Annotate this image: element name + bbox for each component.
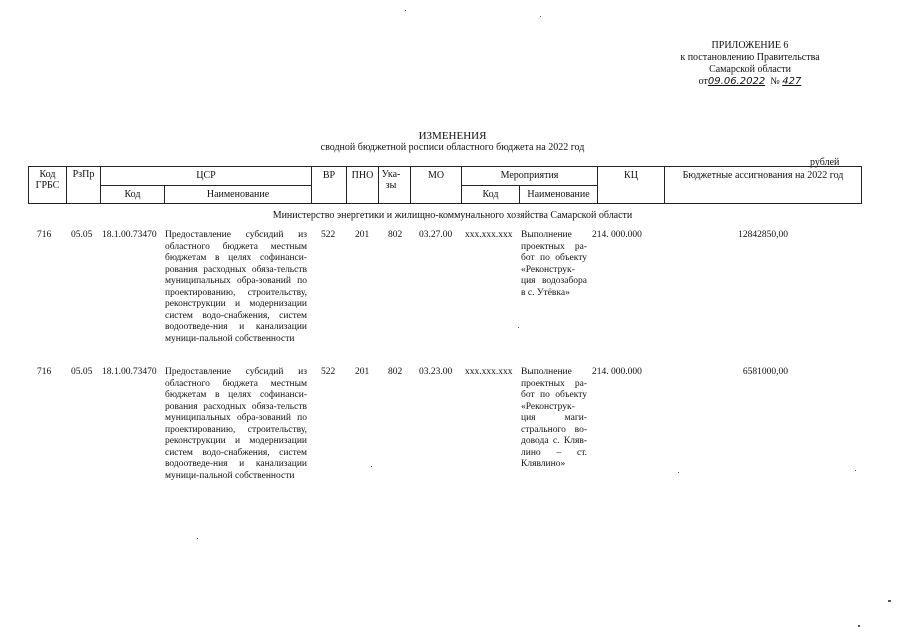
cell-mer-name: Выполнение проектных ра-бот по объекту «Реконструк-ция водозабора в с. Утёвка» xyxy=(521,230,587,298)
scan-speck xyxy=(678,472,679,473)
scan-speck xyxy=(197,538,198,539)
cell-mer-name: Выполнение проектных ра-бот по объекту «Реконструк-ция маги-стрального во-довода с. Кляв-лино – ст. Клявлино» xyxy=(521,367,587,469)
appendix-resolution: к постановлению Правительства xyxy=(680,52,820,63)
cell-rzpr: 05.05 xyxy=(71,230,93,240)
number-handwritten: 427 xyxy=(782,76,802,87)
cell-ukazy: 802 xyxy=(388,367,403,377)
scan-speck xyxy=(518,327,519,328)
scan-speck xyxy=(888,600,891,602)
cell-mer-kod: xxx.xxx.xxx xyxy=(465,367,513,377)
header-grbs: Код ГРБС xyxy=(35,169,60,191)
cell-amount: 6581000,00 xyxy=(742,367,788,377)
document-title: ИЗМЕНЕНИЯ xyxy=(418,130,487,142)
cell-vr: 522 xyxy=(321,367,336,377)
header-pno: ПНО xyxy=(351,170,374,181)
cell-csr-name: Предоставление субсидий из областного бюджета местным бюджетам в целях софинанси-рования расходных обяза-тельств муниципальных обра-зований по проектированию, строительству, реконструкции и модернизации систем водо-снабжения, систем водоотведе-ния и канализации муници-пальной собственности xyxy=(165,230,307,344)
header-csr-kod: Код xyxy=(124,189,141,200)
appendix-date-line xyxy=(650,76,850,88)
scan-speck xyxy=(858,625,860,627)
document-subtitle: сводной бюджетной росписи областного бюджета на 2022 год xyxy=(320,142,585,153)
header-kc: КЦ xyxy=(624,170,638,181)
header-mer: Мероприятия xyxy=(500,170,559,181)
cell-mo: 03.27.00 xyxy=(419,230,453,240)
header-csr-name: Наименование xyxy=(206,189,270,200)
scan-speck xyxy=(371,466,372,467)
cell-ukazy: 802 xyxy=(388,230,403,240)
scan-speck xyxy=(855,470,856,471)
cell-kc: 214. 000.000 xyxy=(592,230,642,240)
cell-grbs: 716 xyxy=(37,367,52,377)
cell-csr-name: Предоставление субсидий из областного бюджета местным бюджетам в целях софинанси-рования расходных обяза-тельств муниципальных обра-зований по проектированию, строительству, реконструкции и модернизации систем водо-снабжения, систем водоотведе-ния и канализации муници-пальной собственности xyxy=(165,367,307,481)
cell-rzpr: 05.05 xyxy=(71,367,93,377)
header-mo: МО xyxy=(427,170,445,181)
scan-speck xyxy=(405,10,406,11)
appendix-block xyxy=(650,40,850,88)
appendix-region: Самарской области xyxy=(709,64,791,75)
appendix-title: ПРИЛОЖЕНИЕ 6 xyxy=(711,40,789,51)
date-prefix: от xyxy=(698,76,708,87)
header-mer-kod: Код xyxy=(482,189,499,200)
cell-amount: 12842850,00 xyxy=(738,230,788,240)
header-ukazy: Ука-зы xyxy=(381,169,401,191)
header-mer-name: Наименование xyxy=(527,189,590,200)
cell-vr: 522 xyxy=(321,230,336,240)
cell-csr: 18.1.00.73470 xyxy=(102,367,157,377)
cell-mer-kod: xxx.xxx.xxx xyxy=(465,230,513,240)
ministry-name: Министерство энергетики и жилищно-коммунального хозяйства Самарской области xyxy=(272,210,633,221)
header-rzpr: РзПр xyxy=(72,169,95,180)
cell-pno: 201 xyxy=(355,367,370,377)
number-prefix: № xyxy=(770,76,780,87)
cell-pno: 201 xyxy=(355,230,370,240)
header-vr: ВР xyxy=(322,170,336,181)
scan-speck xyxy=(540,16,541,17)
cell-kc: 214. 000.000 xyxy=(592,367,642,377)
cell-csr: 18.1.00.73470 xyxy=(102,230,157,240)
cell-mo: 03.23.00 xyxy=(419,367,453,377)
units-label: рублей xyxy=(810,157,840,168)
header-csr: ЦСР xyxy=(196,170,216,181)
date-handwritten: 09.06.2022 xyxy=(707,76,766,87)
cell-grbs: 716 xyxy=(37,230,52,240)
header-budget: Бюджетные ассигнования на 2022 год xyxy=(682,170,844,181)
